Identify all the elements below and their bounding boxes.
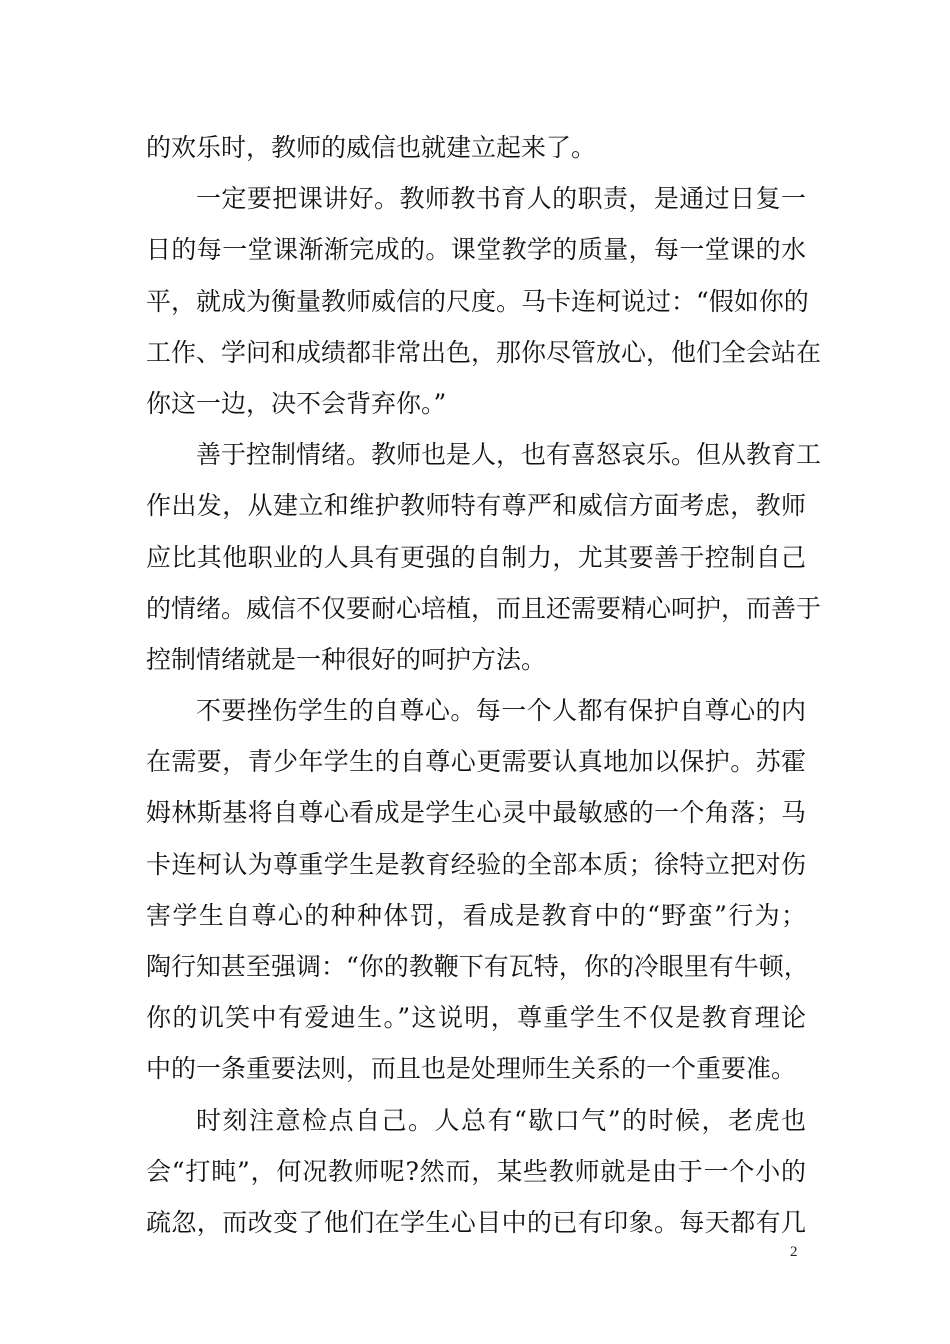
page-number: 2 [790,1244,798,1260]
text-line-15: 卡连柯认为尊重学生是教育经验的全部本质；徐特立把对伤 [146,849,806,879]
text-line-17: 陶行知甚至强调：“你的教鞭下有瓦特，你的冷眼里有牛顿， [146,952,809,981]
text-line-14: 姆林斯基将自尊心看成是学生心灵中最敏感的一个角落；马 [146,798,806,828]
text-line-16: 害学生自尊心的种种体罚，看成是教育中的“野蛮”行为； [146,900,806,930]
text-line-2: 一定要把课讲好。教师教书育人的职责，是通过日复一 [196,184,806,214]
text-line-13: 在需要，青少年学生的自尊心更需要认真地加以保护。苏霍 [146,747,806,777]
text-line-21: 会“打盹”，何况教师呢?然而，某些教师就是由于一个小的 [146,1156,806,1186]
text-line-9: 应比其他职业的人具有更强的自制力，尤其要善于控制自己 [146,542,806,572]
text-line-18: 你的讥笑中有爱迪生。”这说明，尊重学生不仅是教育理论 [146,1003,806,1033]
text-line-10: 的情绪。威信不仅要耐心培植，而且还需要精心呵护，而善于 [146,593,822,623]
text-line-6: 你这一边，决不会背弃你。” [146,388,447,418]
text-line-12: 不要挫伤学生的自尊心。每一个人都有保护自尊心的内 [196,696,806,726]
text-line-8: 作出发，从建立和维护教师特有尊严和威信方面考虑，教师 [146,491,806,521]
text-line-22: 疏忽，而改变了他们在学生心目中的已有印象。每天都有几 [146,1207,806,1237]
text-line-7: 善于控制情绪。教师也是人，也有喜怒哀乐。但从教育工 [196,440,822,470]
document-body [146,122,822,1248]
text-line-1: 的欢乐时，教师的威信也就建立起来了。 [146,133,597,162]
text-line-4: 平，就成为衡量教师威信的尺度。马卡连柯说过：“假如你的 [146,286,809,316]
text-line-19: 中的一条重要法则，而且也是处理师生关系的一个重要准。 [146,1054,797,1084]
text-line-3: 日的每一堂课渐渐完成的。课堂教学的质量，每一堂课的水 [146,235,806,265]
text-line-5: 工作、学问和成绩都非常出色，那你尽管放心，他们全会站在 [146,337,822,367]
text-line-11: 控制情绪就是一种很好的呵护方法。 [146,644,547,674]
text-line-20: 时刻注意检点自己。人总有“歇口气”的时候，老虎也 [196,1105,806,1135]
